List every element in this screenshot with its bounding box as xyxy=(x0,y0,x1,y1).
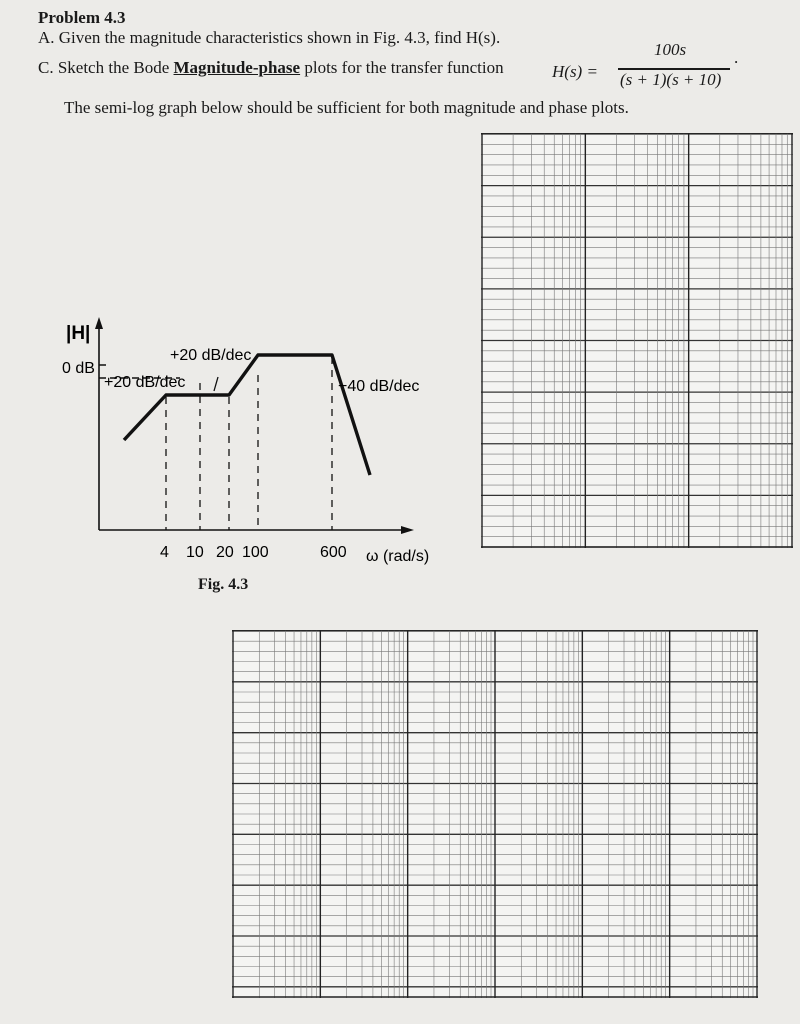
x-axis-label: ω (rad/s) xyxy=(366,548,430,565)
x-tick-100: 100 xyxy=(242,544,269,561)
slope-label-2: −40 dB/dec xyxy=(338,378,420,395)
zero-db-label: 0 dB xyxy=(62,360,95,377)
part-c-text xyxy=(38,58,504,78)
tf-lhs: H(s) = xyxy=(552,62,598,81)
x-tick-4: 4 xyxy=(160,544,169,561)
part-c-suffix: plots for the transfer function xyxy=(300,58,504,77)
slope-pointer xyxy=(214,377,218,391)
tf-numerator: 100s xyxy=(654,40,687,59)
y-axis-label: |H| xyxy=(66,323,91,344)
semilog-graph-bottom[interactable] xyxy=(232,630,758,998)
problem-title: Problem 4.3 xyxy=(38,8,126,27)
part-c-underlined: Magnitude-phase xyxy=(173,58,301,77)
slope-label-0: +20 dB/dec xyxy=(104,374,186,391)
instruction-note: The semi-log graph below should be sufficient for both magnitude and phase plots. xyxy=(64,98,629,117)
x-tick-600: 600 xyxy=(320,544,347,561)
semilog-graph-top[interactable] xyxy=(481,133,793,548)
y-axis-arrow xyxy=(95,317,103,329)
x-tick-20: 20 xyxy=(216,544,234,561)
x-axis-arrow xyxy=(401,526,414,534)
tf-denominator: (s + 1)(s + 10) xyxy=(620,70,722,89)
part-a-text: A. Given the magnitude characteristics shown in Fig. 4.3, find H(s). xyxy=(38,28,501,47)
tf-period: . xyxy=(734,48,739,67)
figure-caption: Fig. 4.3 xyxy=(198,576,249,593)
part-c-prefix: C. Sketch the Bode xyxy=(38,58,174,77)
magnitude-curve xyxy=(124,355,370,475)
slope-label-1: +20 dB/dec xyxy=(170,347,252,364)
x-tick-10: 10 xyxy=(186,544,204,561)
bode-figure xyxy=(50,305,450,580)
